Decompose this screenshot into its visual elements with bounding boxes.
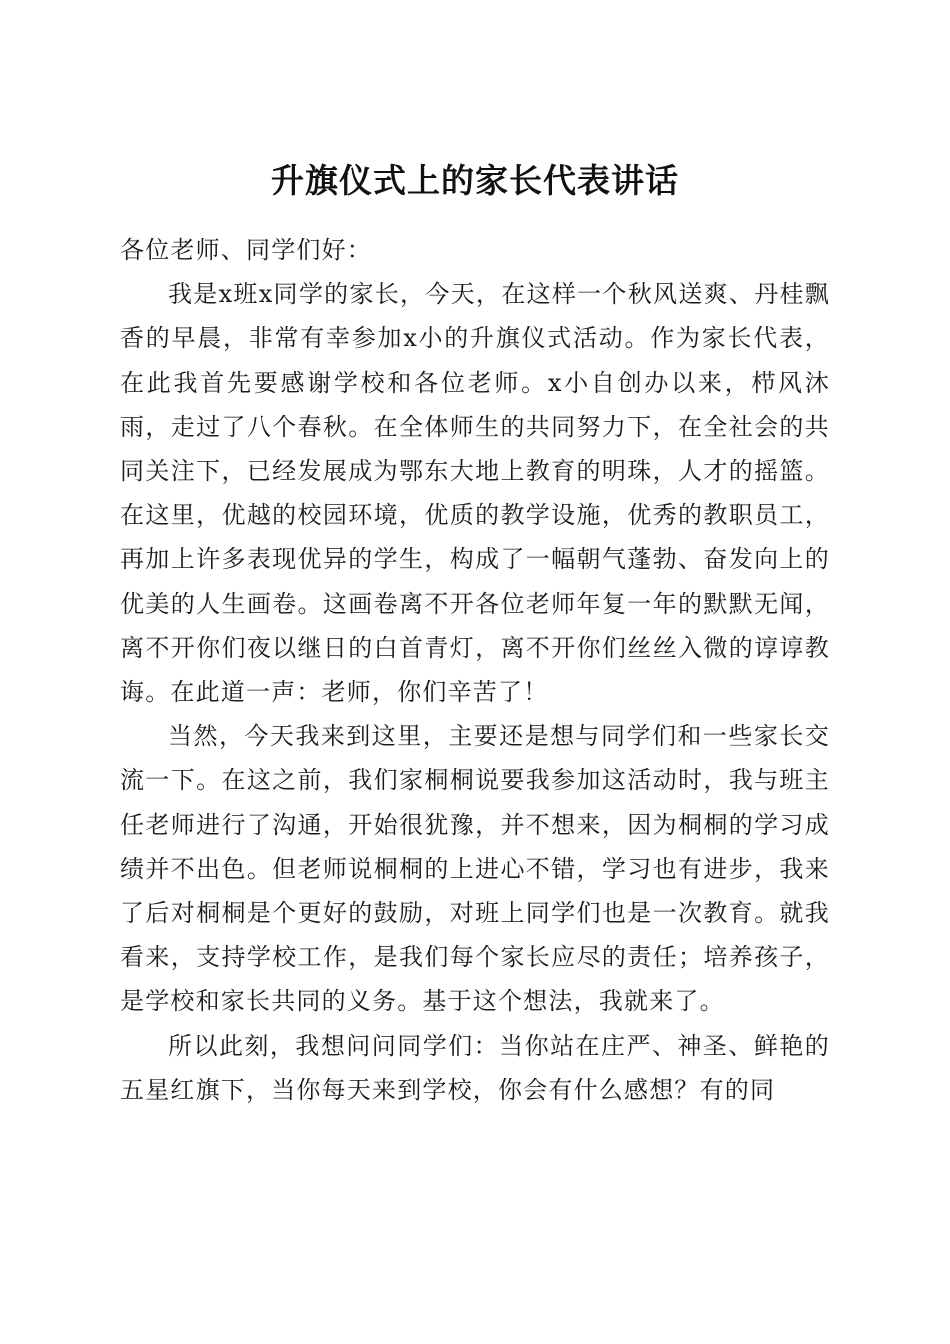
document-title: 升旗仪式上的家长代表讲话	[271, 161, 679, 201]
greeting-line: 各位老师、同学们好：	[120, 236, 372, 264]
paragraph-1: 我是x班x同学的家长，今天，在这样一个秋风送爽、丹桂飘香的早晨，非常有幸参加x小的升旗仪式活动。作为家长代表，在此我首先要感谢学校和各位老师。x小自创办以来，栉风沐雨，走过了八个春秋。在全体师生的共同努力下，在全社会的共同关注下，已经发展成为鄂东大地上教育的明珠，人才的摇篮。在这里，优越的校园环境，优质的教学设施，优秀的教职员工，再加上许多表现优异的学生，构成了一幅朝气蓬勃、奋发向上的优美的人生画卷。这画卷离不开各位老师年复一年的默默无闻，离不开你们夜以继日的白首青灯，离不开你们丝丝入微的谆谆教诲。在此道一声：老师，你们辛苦了！	[120, 280, 830, 707]
paragraph-3: 所以此刻，我想问问同学们：当你站在庄严、神圣、鲜艳的五星红旗下，当你每天来到学校，你会有什么感想？有的同	[120, 1031, 830, 1104]
paragraph-2: 当然，今天我来到这里，主要还是想与同学们和一些家长交流一下。在这之前，我们家桐桐说要我参加这活动时，我与班主任老师进行了沟通，开始很犹豫，并不想来，因为桐桐的学习成绩并不出色。但老师说桐桐的上进心不错，学习也有进步，我来了后对桐桐是个更好的鼓励，对班上同学们也是一次教育。就我看来，支持学校工作，是我们每个家长应尽的责任；培养孩子，是学校和家长共同的义务。基于这个想法，我就来了。	[120, 722, 830, 1016]
document-body	[120, 228, 830, 1112]
